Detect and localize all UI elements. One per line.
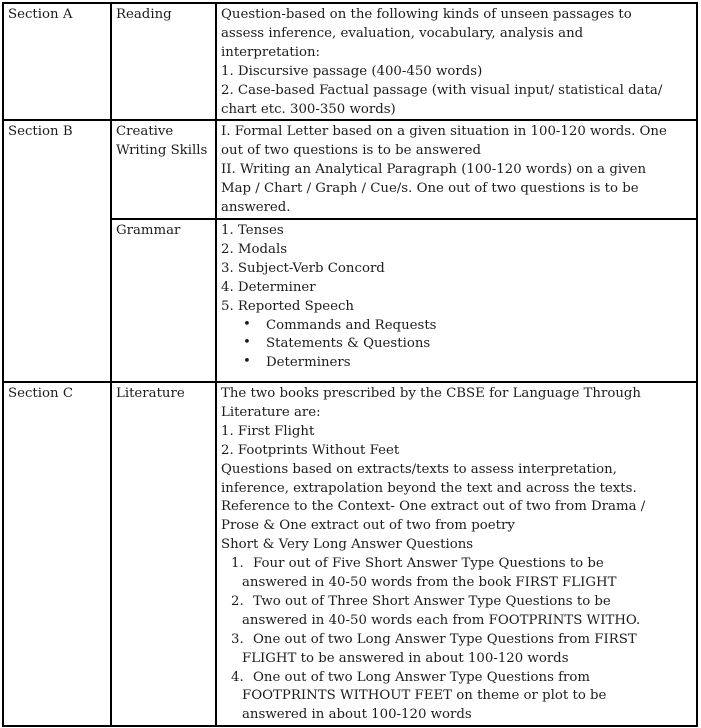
line-text: Two out of Three Short Answer Type Questions to be <box>253 593 611 609</box>
line-text: Determiners <box>266 355 351 371</box>
list-number: 4. <box>231 669 244 685</box>
bullet-icon: • <box>243 354 251 370</box>
numbered-line <box>221 555 692 574</box>
line-text: FLIGHT to be answered in about 100-120 words <box>242 650 569 666</box>
bullet-line <box>221 317 692 336</box>
bullet-icon: • <box>243 316 251 332</box>
section-a-cell <box>3 3 111 120</box>
text-line <box>221 142 692 161</box>
bullet-line <box>221 335 692 354</box>
text-line <box>221 123 692 142</box>
text-line <box>221 260 692 279</box>
line-text: 1. First Flight <box>221 423 315 439</box>
line-text: chart etc. 300-350 words) <box>221 101 396 117</box>
line-text: One out of two Long Answer Type Questions from <box>253 669 591 685</box>
table-row-section-a <box>3 3 697 120</box>
bullet-line <box>221 354 692 373</box>
text-line <box>221 101 692 120</box>
creative-writing-content-cell <box>216 120 697 219</box>
list-number: 3. <box>231 631 244 647</box>
line-text: Question-based on the following kinds of unseen passages to <box>221 7 632 22</box>
literature-content-cell <box>216 382 697 726</box>
line-text: FOOTPRINTS WITHOUT FEET on theme or plot to be <box>242 688 607 704</box>
text-line <box>221 404 692 423</box>
topic-reading-cell <box>111 3 216 120</box>
reading-content-cell <box>216 3 697 120</box>
topic-label: Grammar <box>116 222 181 238</box>
line-text: answered. <box>221 200 291 216</box>
line-text: Statements & Questions <box>266 336 431 352</box>
text-line <box>221 461 692 480</box>
topic-literature-cell <box>111 382 216 726</box>
text-line <box>221 241 692 260</box>
table-row-section-b-writing <box>3 120 697 219</box>
line-text: answered in 40-50 words from the book FIRST FLIGHT <box>242 575 617 591</box>
grammar-content-cell <box>216 219 697 382</box>
line-text: 4. Determiner <box>221 279 316 295</box>
line-text: 1. Discursive passage (400-450 words) <box>221 63 483 79</box>
text-line <box>221 6 692 25</box>
bullet-icon: • <box>243 335 251 351</box>
line-text: assess inference, evaluation, vocabulary, analysis and <box>221 25 584 41</box>
text-line <box>221 498 692 517</box>
line-text: Literature are: <box>221 404 321 420</box>
list-number: 2. <box>231 593 244 609</box>
line-text: 2. Modals <box>221 241 288 257</box>
text-line <box>221 63 692 82</box>
line-text: Short & Very Long Answer Questions <box>221 537 474 553</box>
section-label: Section A <box>8 7 73 22</box>
text-line <box>221 517 692 536</box>
list-number: 1. <box>231 556 244 572</box>
numbered-line <box>221 631 692 650</box>
text-line <box>221 199 692 218</box>
line-text: answered in about 100-120 words <box>242 707 472 723</box>
line-text: Questions based on extracts/texts to assess interpretation, <box>221 461 617 477</box>
text-line <box>221 385 692 404</box>
section-label: Section C <box>8 385 73 401</box>
line-text: interpretation: <box>221 44 321 60</box>
line-text: The two books prescribed by the CBSE for Language Through <box>221 385 641 401</box>
line-text: inference, extrapolation beyond the text and across the texts. <box>221 480 637 496</box>
topic-label: Literature <box>116 385 185 401</box>
text-line <box>221 423 692 442</box>
line-text: answered in 40-50 words each from FOOTPRINTS WITHO. <box>242 612 641 628</box>
line-text: I. Formal Letter based on a given situation in 100-120 words. One <box>221 124 667 140</box>
text-line <box>221 650 692 669</box>
line-text: II. Writing an Analytical Paragraph (100-120 words) on a given <box>221 162 647 178</box>
line-text: Map / Chart / Graph / Cue/s. One out of two questions is to be <box>221 181 639 197</box>
section-c-cell <box>3 382 111 726</box>
table-row-section-c <box>3 382 697 726</box>
section-label: Section B <box>8 124 73 140</box>
line-text: Four out of Five Short Answer Type Questions to be <box>253 556 604 572</box>
text-line <box>221 82 692 101</box>
line-text: 3. Subject-Verb Concord <box>221 260 385 276</box>
line-text: Commands and Requests <box>266 317 437 333</box>
numbered-line <box>221 593 692 612</box>
text-line <box>221 25 692 44</box>
topic-grammar-cell <box>111 219 216 382</box>
text-line <box>221 180 692 199</box>
text-line <box>221 480 692 499</box>
line-text: 2. Footprints Without Feet <box>221 442 400 458</box>
line-text: 2. Case-based Factual passage (with visual input/ statistical data/ <box>221 82 663 98</box>
text-line <box>221 612 692 631</box>
numbered-line <box>221 669 692 688</box>
line-text: out of two questions is to be answered <box>221 143 482 159</box>
topic-label: Creative Writing Skills <box>116 124 208 159</box>
topic-label: Reading <box>116 7 172 22</box>
line-text: Reference to the Context- One extract out of two from Drama / <box>221 499 646 515</box>
text-line <box>221 298 692 317</box>
text-line <box>221 536 692 555</box>
text-line <box>221 706 692 725</box>
text-line <box>221 574 692 593</box>
topic-creative-writing-cell <box>111 120 216 219</box>
text-line <box>221 161 692 180</box>
text-line <box>221 44 692 63</box>
line-text: One out of two Long Answer Type Questions from FIRST <box>253 631 637 647</box>
text-line <box>221 222 692 241</box>
text-line <box>221 279 692 298</box>
syllabus-table <box>2 2 698 727</box>
text-line <box>221 687 692 706</box>
line-text: 1. Tenses <box>221 222 284 238</box>
line-text: 5. Reported Speech <box>221 298 354 314</box>
text-line <box>221 442 692 461</box>
section-b-cell <box>3 120 111 382</box>
line-text: Prose & One extract out of two from poetry <box>221 518 515 534</box>
